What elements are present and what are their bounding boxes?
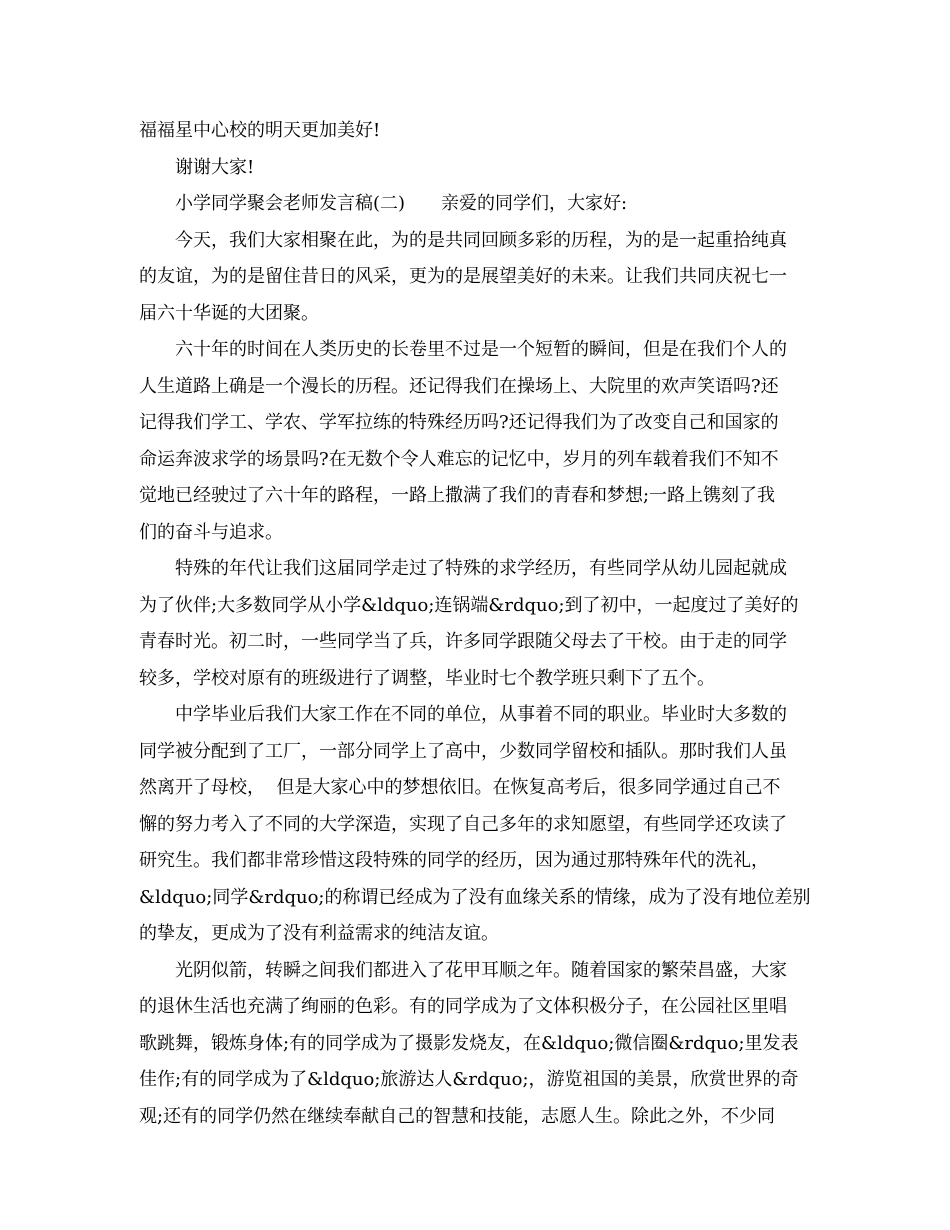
text-line: 谢谢大家! (175, 156, 255, 178)
text-line: 佳作;有的同学成为了&ldquo;旅游达人&rdquo;，游览祖国的美景，欣赏世界的奇 (139, 1069, 799, 1090)
text-line: 福福星中心校的明天更加美好! (139, 120, 381, 141)
text-line: 特殊的年代让我们这届同学走过了特殊的求学经历，有些同学从幼儿园起就成 (175, 558, 787, 579)
text-line: 今天，我们大家相聚在此，为的是共同回顾多彩的历程，为的是一起重拾纯真 (175, 229, 787, 251)
text-line: 们的奋斗与追求。 (139, 521, 283, 543)
text-line: 的友谊，为的是留住昔日的风采，更为的是展望美好的未来。让我们共同庆祝七一 (139, 266, 787, 287)
section-heading: 小学同学聚会老师发言稿(二) 亲爱的同学们，大家好: (175, 193, 628, 214)
text-line: 青春时光。初二时，一些同学当了兵，许多同学跟随父母去了干校。由于走的同学 (139, 631, 787, 652)
text-line: 然离开了母校， 但是大家心中的梦想依旧。在恢复高考后，很多同学通过自己不 (139, 777, 781, 798)
text-line: 同学被分配到了工厂，一部分同学上了高中，少数同学留校和插队。那时我们人虽 (139, 740, 787, 762)
text-line: 较多，学校对原有的班级进行了调整，毕业时七个教学班只剩下了五个。 (139, 667, 715, 689)
text-line: 觉地已经驶过了六十年的路程，一路上撒满了我们的青春和梦想;一路上镌刻了我 (139, 485, 776, 506)
text-line: 六十年的时间在人类历史的长卷里不过是一个短暂的瞬间，但是在我们个人的 (175, 339, 787, 360)
text-line: 观;还有的同学仍然在继续奉献自己的智慧和技能，志愿人生。除此之外，不少同 (139, 1105, 776, 1127)
text-line: 为了伙伴;大多数同学从小学&ldquo;连锅端&rdquo;到了初中，一起度过了美好的 (139, 594, 799, 616)
text-line: 懈的努力考入了不同的大学深造，实现了自己多年的求知愿望，有些同学还攻读了 (139, 813, 787, 835)
text-line: 中学毕业后我们大家工作在不同的单位，从事着不同的职业。毕业时大多数的 (175, 704, 787, 725)
text-line: &ldquo;同学&rdquo;的称谓已经成为了没有血缘关系的情缘，成为了没有地位差别 (139, 886, 811, 908)
text-line: 命运奔波求学的场景吗?在无数个令人难忘的记忆中，岁月的列车载着我们不知不 (139, 448, 779, 470)
text-line: 歌跳舞，锻炼身体;有的同学成为了摄影发烧友，在&ldquo;微信圈&rdquo;里发表 (139, 1032, 799, 1054)
text-line: 的退休生活也充满了绚丽的色彩。有的同学成为了文体积极分子，在公园社区里唱 (139, 996, 787, 1017)
text-line: 的挚友，更成为了没有利益需求的纯洁友谊。 (139, 923, 499, 944)
text-line: 研究生。我们都非常珍惜这段特殊的同学的经历，因为通过那特殊年代的洗礼， (139, 850, 769, 871)
text-line: 光阴似箭，转瞬之间我们都进入了花甲耳顺之年。随着国家的繁荣昌盛，大家 (175, 959, 787, 981)
text-line: 人生道路上确是一个漫长的历程。还记得我们在操场上、大院里的欢声笑语吗?还 (139, 375, 779, 397)
text-line: 记得我们学工、学农、学军拉练的特殊经历吗?还记得我们为了改变自己和国家的 (139, 412, 779, 433)
text-line: 届六十华诞的大团聚。 (139, 302, 319, 324)
body-text (139, 113, 819, 1135)
